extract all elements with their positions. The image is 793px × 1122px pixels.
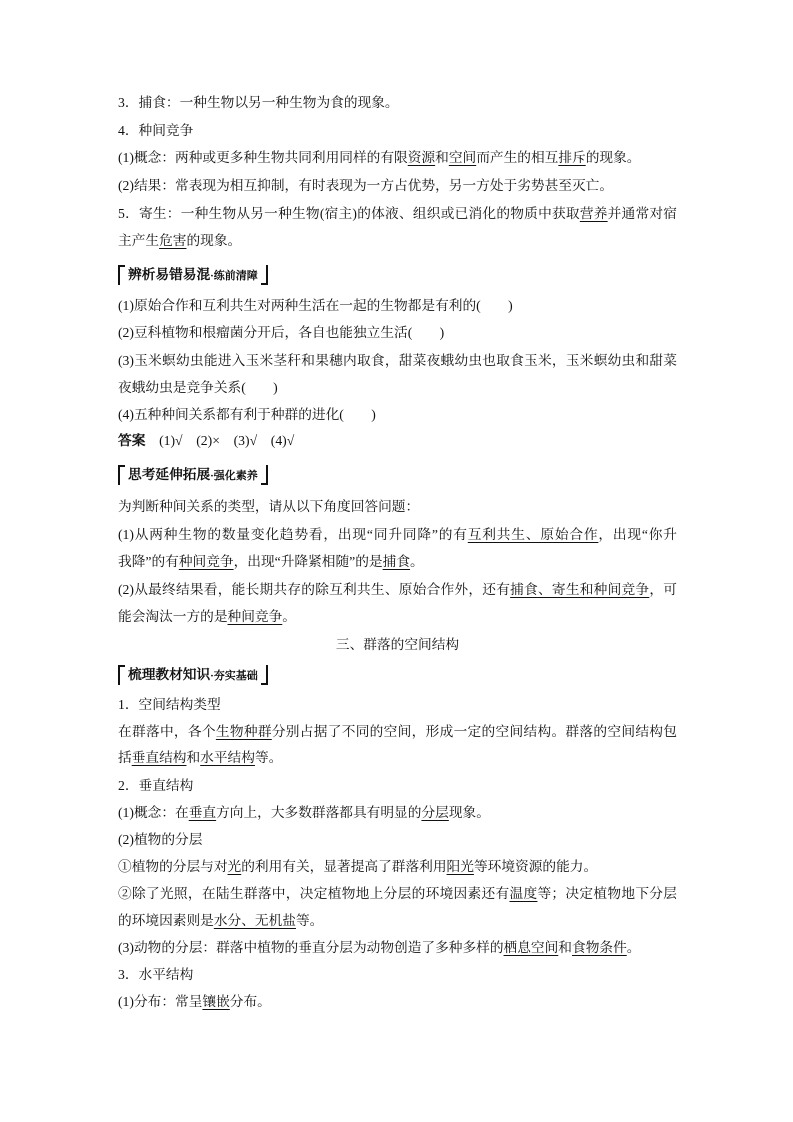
text-segment: 的现象。 <box>585 150 641 165</box>
text-segment: 的环境因素则是 <box>118 913 214 928</box>
text-segment: 主产生 <box>118 233 160 248</box>
underlined-term: 垂直结构 <box>131 750 187 765</box>
text-segment: 现象。 <box>448 805 490 820</box>
text-segment: 分布。 <box>229 994 271 1009</box>
text-segment: 。 <box>282 609 296 624</box>
section-header-sub: ·强化素养 <box>210 470 258 482</box>
answer-line <box>118 431 677 451</box>
plant-layering-title: (2)植物的分层 <box>118 832 203 847</box>
section-header-main: 思考延伸拓展 <box>128 467 211 482</box>
text-segment: 和 <box>435 150 449 165</box>
underlined-term: 水分、无机盐 <box>213 913 296 928</box>
horizontal-distribution <box>118 992 677 1012</box>
structure-types-line-1 <box>118 722 677 742</box>
text-segment: (1)概念：两种或更多种生物共同利用同样的有限 <box>118 150 408 165</box>
underlined-term: 水平结构 <box>200 750 255 765</box>
underlined-term: 危害 <box>159 233 187 248</box>
discern-item-4: (4)五种种间关系都有利于种群的进化( ) <box>118 407 376 422</box>
plant-layering-2-line-2 <box>118 911 677 931</box>
underlined-term: 阳光 <box>446 859 474 874</box>
text-segment: 。 <box>410 554 424 569</box>
underlined-term: 温度 <box>509 886 538 901</box>
answer-label: 答案 <box>118 433 146 448</box>
section-title: 三、群落的空间结构 <box>335 637 460 652</box>
underlined-term: 镶嵌 <box>202 994 230 1009</box>
extend-intro: 为判断种间关系的类型，请从以下角度回答问题： <box>118 499 420 514</box>
answer-text: (1)√ (2)× (3)√ (4)√ <box>145 433 295 448</box>
parasitism-line-1 <box>118 204 677 224</box>
text-segment: ①植物的分层与对 <box>118 859 228 874</box>
underlined-term: 种间竞争 <box>178 554 234 569</box>
text-segment: (3)动物的分层：群落中植物的垂直分层为动物创造了多种多样的 <box>118 940 504 955</box>
text-segment: 而产生的相互 <box>476 150 559 165</box>
predation-line: 3．捕食：一种生物以另一种生物为食的现象。 <box>118 95 399 110</box>
text-segment: (1)分布：常呈 <box>118 994 203 1009</box>
section-header-sub: ·夯实基础 <box>210 670 258 682</box>
underlined-term: 垂直 <box>188 805 217 820</box>
vertical-structure-title: 2．垂直结构 <box>118 778 194 793</box>
competition-concept <box>118 148 677 168</box>
plant-layering-1 <box>118 857 677 877</box>
section-header-main: 梳理教材知识 <box>128 667 211 682</box>
section-header-extend <box>118 465 268 485</box>
text-segment: 括 <box>118 750 132 765</box>
extend-q1-line-2 <box>118 552 677 572</box>
text-segment: 等环境资源的能力。 <box>473 859 598 874</box>
extend-q1-line-1 <box>118 525 677 545</box>
underlined-term: 捕食、寄生和种间竞争 <box>510 582 650 597</box>
text-segment: 5．寄生：一种生物从另一种生物(宿主)的体液、组织或已消化的物质中获取 <box>118 206 580 221</box>
horizontal-structure-title: 3．水平结构 <box>118 967 194 982</box>
text-segment: (2)从最终结果看，能长期共存的除互利共生、原始合作外，还有 <box>118 582 511 597</box>
text-segment: ，可 <box>649 582 677 597</box>
underlined-term: 食物条件 <box>572 940 627 955</box>
text-segment: ②除了光照，在陆生群落中，决定植物地上分层的环境因素还有 <box>118 886 510 901</box>
text-segment: 的利用有关，显著提高了群落利用 <box>241 859 447 874</box>
underlined-term: 空间 <box>448 150 477 165</box>
plant-layering-2-line-1 <box>118 884 677 904</box>
underlined-term: 光 <box>227 859 242 874</box>
underlined-term: 栖息空间 <box>503 940 559 955</box>
text-segment: 能会淘汰一方的是 <box>118 609 228 624</box>
text-segment: 并通常对宿 <box>607 206 677 221</box>
discern-item-2: (2)豆科植物和根瘤菌分开后，各自也能独立生活( ) <box>118 325 445 340</box>
animal-layering <box>118 938 677 958</box>
section-header-discern <box>118 265 268 285</box>
text-segment: ，出现“你升 <box>598 527 677 542</box>
underlined-term: 排斥 <box>558 150 586 165</box>
text-segment: 的现象。 <box>186 233 242 248</box>
text-segment: 分别占据了不同的空间，形成一定的空间结构。群落的空间结构包 <box>271 724 677 739</box>
vertical-concept <box>118 803 677 823</box>
text-segment: 和 <box>186 750 201 765</box>
section-header-textbook <box>118 665 268 685</box>
text-segment: 等；决定植物地下分层 <box>537 886 677 901</box>
underlined-term: 互利共生、原始合作 <box>467 527 599 542</box>
section-header-sub: ·练前清障 <box>210 270 258 282</box>
underlined-term: 资源 <box>407 150 436 165</box>
underlined-term: 捕食 <box>382 554 411 569</box>
discern-item-3-line-1: (3)玉米螟幼虫能进入玉米茎秆和果穗内取食，甜菜夜蛾幼虫也取食玉米，玉米螟幼虫和甜菜 <box>118 353 677 368</box>
competition-result: (2)结果：常表现为相互抑制，有时表现为一方占优势，另一方处于劣势甚至灭亡。 <box>118 178 614 193</box>
underlined-term: 生物种群 <box>215 724 272 739</box>
discern-item-1: (1)原始合作和互利共生对两种生活在一起的生物都是有利的( ) <box>118 298 513 313</box>
text-segment: 等。 <box>295 913 324 928</box>
parasitism-line-2 <box>118 231 677 251</box>
text-segment: 。 <box>626 940 641 955</box>
text-segment: 方向上，大多数群落都具有明显的 <box>216 805 422 820</box>
extend-q2-line-1 <box>118 580 677 600</box>
section-header-main: 辨析易错易混 <box>128 267 211 282</box>
text-segment: 在群落中，各个 <box>118 724 216 739</box>
structure-types-title: 1．空间结构类型 <box>118 697 221 712</box>
text-segment: (1)概念：在 <box>118 805 189 820</box>
text-segment: (1)从两种生物的数量变化趋势看，出现“同升同降”的有 <box>118 527 468 542</box>
competition-title: 4．种间竞争 <box>118 123 194 138</box>
text-segment: ，出现“升降紧相随”的是 <box>233 554 383 569</box>
underlined-term: 营养 <box>579 206 608 221</box>
underlined-term: 种间竞争 <box>227 609 283 624</box>
underlined-term: 分层 <box>421 805 449 820</box>
structure-types-line-2 <box>118 748 677 768</box>
text-segment: 我降”的有 <box>118 554 179 569</box>
text-segment: 等。 <box>254 750 283 765</box>
extend-q2-line-2 <box>118 607 677 627</box>
discern-item-3-line-2: 夜蛾幼虫是竞争关系( ) <box>118 380 278 395</box>
text-segment: 和 <box>558 940 572 955</box>
